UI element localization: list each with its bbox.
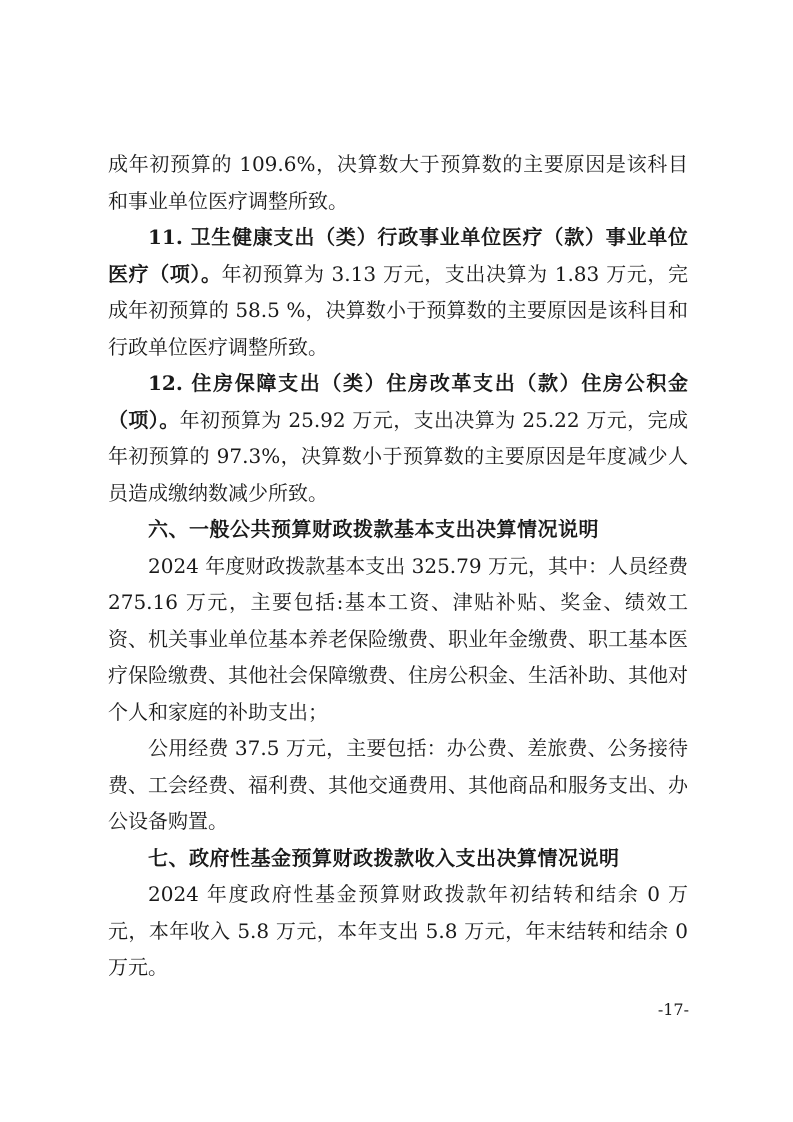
item-11-body: 年初预算为 3.13 万元，支出决算为 1.83 万元，完成年初预算的 58.5 %，决算数小于预算数的主要原因是该科目和行政单位医疗调整所致。 [108,261,688,359]
paragraph-item-11 [108,219,688,365]
section-6-heading: 六、一般公共预算财政拨款基本支出决算情况说明 [148,517,599,541]
item-11-title: 11. 卫生健康支出（类）行政事业单位医疗（款）事业单位医疗（项）。 [108,225,688,286]
paragraph-basic-expenditure: 2024 年度财政拨款基本支出 325.79 万元，其中：人员经费 275.16 万元，主要包括:基本工资、津贴补贴、奖金、绩效工资、机关事业单位基本养老保险缴费、职业年金缴费、职工基本医疗保险缴费、其他社会保障缴费、住房公积金、生活补助、其他对个人和家庭的补助支出； [108,553,688,724]
item-12-title: 12. 住房保障支出（类）住房改革支出（款）住房公积金（项）。 [108,371,688,432]
paragraph-item-12 [108,365,688,511]
paragraph-government-fund: 2024 年度政府性基金预算财政拨款年初结转和结余 0 万元，本年收入 5.8 万元，本年支出 5.8 万元，年末结转和结余 0 万元。 [108,882,688,979]
paragraph-public-funds: 公用经费 37.5 万元，主要包括：办公费、差旅费、公务接待费、工会经费、福利费、其他交通费用、其他商品和服务支出、办公设备购置。 [108,736,688,833]
paragraph-continuation: 成年初预算的 109.6%，决算数大于预算数的主要原因是该科目和事业单位医疗调整所致。 [108,152,688,213]
section-7-heading: 七、政府性基金预算财政拨款收入支出决算情况说明 [148,845,620,870]
document-body [108,146,688,986]
page-number: -17- [657,1000,689,1019]
item-12-body: 年初预算为 25.92 万元，支出决算为 25.22 万元，完成年初预算的 97.3%，决算数小于预算数的主要原因是年度减少人员造成缴纳数减少所致。 [108,407,688,505]
